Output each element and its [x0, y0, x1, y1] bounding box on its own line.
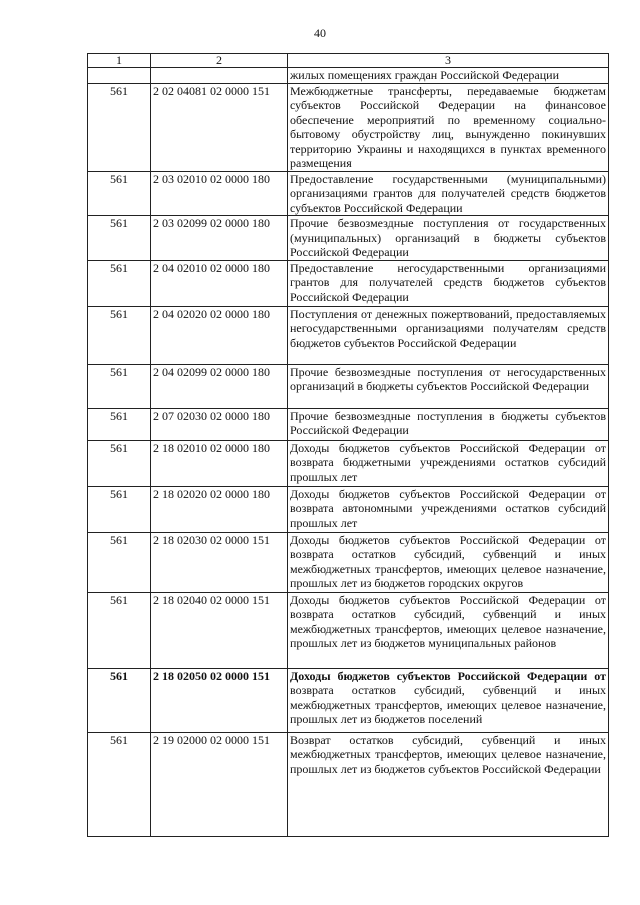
admin-code: 561	[88, 260, 151, 306]
admin-code: 561	[88, 306, 151, 364]
revenue-code: 2 07 02030 02 0000 180	[151, 408, 288, 440]
revenue-description-bold: Доходы бюджетов субъектов Российской Федерации от	[290, 668, 606, 683]
table-row	[88, 668, 609, 732]
empty-cell	[88, 68, 151, 84]
table-row	[88, 408, 609, 440]
revenue-description: Возврат остатков субсидий, субвенций и иных межбюджетных трансфертов, имеющих целевое назначение, прошлых лет из бюджетов субъектов Российской Федерации	[288, 732, 609, 837]
revenue-description: Предоставление государственными (муниципальными) организациями грантов для получателей средств бюджетов субъектов Российской Федерации	[288, 171, 609, 216]
table-row	[88, 171, 609, 216]
table-row	[88, 260, 609, 306]
revenue-description: Доходы бюджетов субъектов Российской Федерации от возврата автономными учреждениями остатков субсидий прошлых лет	[288, 486, 609, 532]
revenue-code: 2 19 02000 02 0000 151	[151, 732, 288, 837]
table-row-continuation	[88, 68, 609, 84]
revenue-description: Доходы бюджетов субъектов Российской Федерации от возврата бюджетными учреждениями остатков субсидий прошлых лет	[288, 440, 609, 486]
admin-code: 561	[88, 532, 151, 592]
table-row	[88, 532, 609, 592]
admin-code: 561	[88, 171, 151, 216]
revenue-code: 2 03 02010 02 0000 180	[151, 171, 288, 216]
table-row	[88, 486, 609, 532]
header-col-2: 2	[151, 54, 288, 68]
revenue-description: Прочие безвозмездные поступления в бюджеты субъектов Российской Федерации	[288, 408, 609, 440]
table-row	[88, 440, 609, 486]
revenue-code: 2 03 02099 02 0000 180	[151, 216, 288, 261]
revenue-description: Доходы бюджетов субъектов Российской Федерации от возврата остатков субсидий, субвенций и иных межбюджетных трансфертов, имеющих целевое назначение, прошлых лет из бюджетов городских округов	[288, 532, 609, 592]
revenue-code: 2 04 02010 02 0000 180	[151, 260, 288, 306]
revenue-description: Прочие безвозмездные поступления от негосударственных организаций в бюджеты субъектов Российской Федерации	[288, 364, 609, 408]
revenue-codes-table	[87, 53, 609, 837]
revenue-code: 2 18 02020 02 0000 180	[151, 486, 288, 532]
admin-code: 561	[88, 668, 151, 732]
revenue-description: Поступления от денежных пожертвований, предоставляемых негосударственными организациями получателям средств бюджетов субъектов Российской Федерации	[288, 306, 609, 364]
revenue-description	[288, 668, 609, 732]
revenue-code: 2 02 04081 02 0000 151	[151, 83, 288, 171]
revenue-description: Доходы бюджетов субъектов Российской Федерации от возврата остатков субсидий, субвенций и иных межбюджетных трансфертов, имеющих целевое назначение, прошлых лет из бюджетов муниципальных районов	[288, 592, 609, 668]
empty-cell	[151, 68, 288, 84]
revenue-description-rest: возврата остатков субсидий, субвенций и иных межбюджетных трансфертов, имеющих целевое назначение, прошлых лет из бюджетов поселений	[290, 683, 606, 726]
table-row	[88, 732, 609, 837]
admin-code: 561	[88, 83, 151, 171]
table-row	[88, 592, 609, 668]
revenue-code: 2 18 02010 02 0000 180	[151, 440, 288, 486]
admin-code: 561	[88, 364, 151, 408]
table-header-row	[88, 54, 609, 68]
revenue-code: 2 18 02050 02 0000 151	[151, 668, 288, 732]
admin-code: 561	[88, 408, 151, 440]
table-row	[88, 83, 609, 171]
revenue-description: Предоставление негосударственными организациями грантов для получателей средств бюджетов субъектов Российской Федерации	[288, 260, 609, 306]
table-row	[88, 364, 609, 408]
admin-code: 561	[88, 592, 151, 668]
table-row	[88, 216, 609, 261]
revenue-code: 2 04 02099 02 0000 180	[151, 364, 288, 408]
continuation-text: жилых помещениях граждан Российской Федерации	[288, 68, 609, 84]
admin-code: 561	[88, 440, 151, 486]
revenue-code: 2 04 02020 02 0000 180	[151, 306, 288, 364]
revenue-code: 2 18 02040 02 0000 151	[151, 592, 288, 668]
header-col-1: 1	[88, 54, 151, 68]
admin-code: 561	[88, 216, 151, 261]
page-number: 40	[314, 26, 326, 40]
admin-code: 561	[88, 732, 151, 837]
table-row	[88, 306, 609, 364]
revenue-code: 2 18 02030 02 0000 151	[151, 532, 288, 592]
revenue-description: Прочие безвозмездные поступления от государственных (муниципальных) организаций в бюджеты субъектов Российской Федерации	[288, 216, 609, 261]
admin-code: 561	[88, 486, 151, 532]
revenue-description: Межбюджетные трансферты, передаваемые бюджетам субъектов Российской Федерации на финансовое обеспечение мероприятий по временному социально-бытовому обустройству лиц, вынужденно покинувших территорию Украины и находящихся в пунктах временного размещения	[288, 83, 609, 171]
header-col-3: 3	[288, 54, 609, 68]
